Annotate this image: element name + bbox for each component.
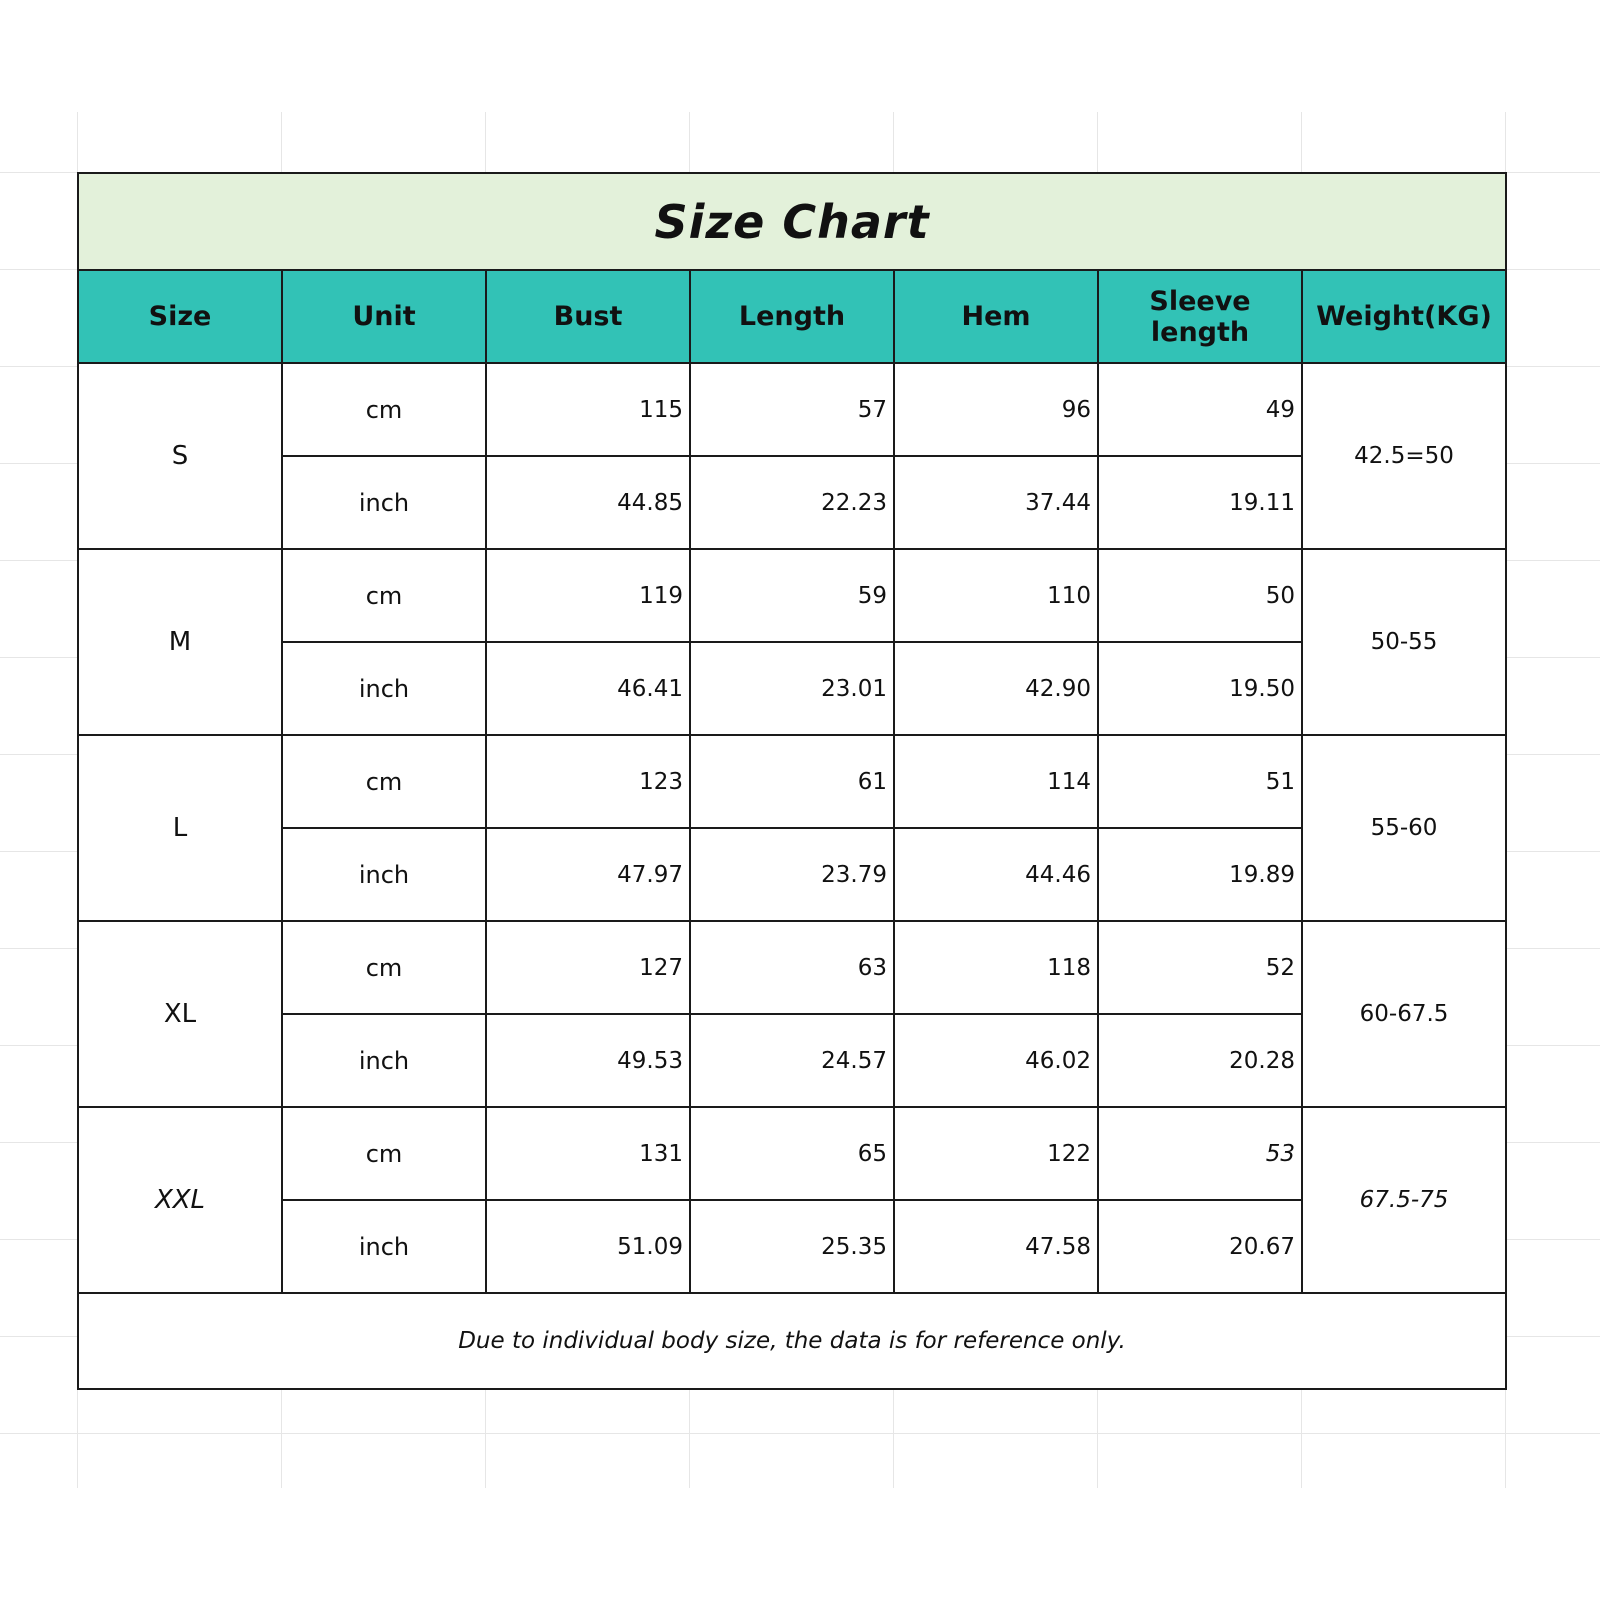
length-value: 65 bbox=[690, 1107, 894, 1200]
header-size: Size bbox=[78, 270, 282, 363]
length-value: 61 bbox=[690, 735, 894, 828]
unit-label: inch bbox=[282, 1200, 486, 1293]
sleeve-value: 19.11 bbox=[1098, 456, 1302, 549]
sleeve-value: 51 bbox=[1098, 735, 1302, 828]
unit-label: inch bbox=[282, 642, 486, 735]
bust-value: 49.53 bbox=[486, 1014, 690, 1107]
header-hem: Hem bbox=[894, 270, 1098, 363]
length-value: 57 bbox=[690, 363, 894, 456]
size-label: XXL bbox=[78, 1107, 282, 1293]
length-value: 23.79 bbox=[690, 828, 894, 921]
unit-label: inch bbox=[282, 828, 486, 921]
table-row bbox=[78, 456, 1506, 549]
bust-value: 119 bbox=[486, 549, 690, 642]
weight-value: 55-60 bbox=[1302, 735, 1506, 921]
bust-value: 127 bbox=[486, 921, 690, 1014]
size-label: M bbox=[78, 549, 282, 735]
hem-value: 110 bbox=[894, 549, 1098, 642]
bust-value: 131 bbox=[486, 1107, 690, 1200]
weight-value: 67.5-75 bbox=[1302, 1107, 1506, 1293]
bust-value: 51.09 bbox=[486, 1200, 690, 1293]
unit-label: cm bbox=[282, 549, 486, 642]
header-weight: Weight(KG) bbox=[1302, 270, 1506, 363]
table-row bbox=[78, 549, 1506, 642]
unit-label: inch bbox=[282, 456, 486, 549]
hem-value: 37.44 bbox=[894, 456, 1098, 549]
length-value: 63 bbox=[690, 921, 894, 1014]
table-row bbox=[78, 642, 1506, 735]
table-row bbox=[78, 828, 1506, 921]
header-row bbox=[78, 270, 1506, 363]
sleeve-value: 19.89 bbox=[1098, 828, 1302, 921]
unit-label: cm bbox=[282, 735, 486, 828]
hem-value: 46.02 bbox=[894, 1014, 1098, 1107]
bust-value: 115 bbox=[486, 363, 690, 456]
length-value: 24.57 bbox=[690, 1014, 894, 1107]
title-row bbox=[78, 173, 1506, 270]
bust-value: 47.97 bbox=[486, 828, 690, 921]
reference-note: Due to individual body size, the data is for reference only. bbox=[78, 1293, 1506, 1389]
hem-value: 44.46 bbox=[894, 828, 1098, 921]
size-chart-table bbox=[77, 172, 1507, 1390]
sleeve-value: 19.50 bbox=[1098, 642, 1302, 735]
length-value: 22.23 bbox=[690, 456, 894, 549]
table-row bbox=[78, 735, 1506, 828]
table-row bbox=[78, 363, 1506, 456]
hem-value: 96 bbox=[894, 363, 1098, 456]
length-value: 25.35 bbox=[690, 1200, 894, 1293]
bust-value: 46.41 bbox=[486, 642, 690, 735]
weight-value: 42.5=50 bbox=[1302, 363, 1506, 549]
size-label: L bbox=[78, 735, 282, 921]
size-label: XL bbox=[78, 921, 282, 1107]
unit-label: inch bbox=[282, 1014, 486, 1107]
sleeve-value: 52 bbox=[1098, 921, 1302, 1014]
table-row bbox=[78, 1200, 1506, 1293]
sleeve-value: 20.67 bbox=[1098, 1200, 1302, 1293]
table-row bbox=[78, 1014, 1506, 1107]
length-value: 23.01 bbox=[690, 642, 894, 735]
header-bust: Bust bbox=[486, 270, 690, 363]
sleeve-value: 20.28 bbox=[1098, 1014, 1302, 1107]
sleeve-value: 53 bbox=[1098, 1107, 1302, 1200]
unit-label: cm bbox=[282, 363, 486, 456]
header-sleeve-length: Sleeve length bbox=[1098, 270, 1302, 363]
unit-label: cm bbox=[282, 921, 486, 1014]
sleeve-value: 50 bbox=[1098, 549, 1302, 642]
hem-value: 47.58 bbox=[894, 1200, 1098, 1293]
hem-value: 118 bbox=[894, 921, 1098, 1014]
hem-value: 114 bbox=[894, 735, 1098, 828]
bust-value: 123 bbox=[486, 735, 690, 828]
size-label: S bbox=[78, 363, 282, 549]
hem-value: 122 bbox=[894, 1107, 1098, 1200]
header-unit: Unit bbox=[282, 270, 486, 363]
chart-title: Size Chart bbox=[78, 173, 1506, 270]
hem-value: 42.90 bbox=[894, 642, 1098, 735]
sleeve-value: 49 bbox=[1098, 363, 1302, 456]
unit-label: cm bbox=[282, 1107, 486, 1200]
header-length: Length bbox=[690, 270, 894, 363]
weight-value: 50-55 bbox=[1302, 549, 1506, 735]
bust-value: 44.85 bbox=[486, 456, 690, 549]
length-value: 59 bbox=[690, 549, 894, 642]
note-row bbox=[78, 1293, 1506, 1389]
weight-value: 60-67.5 bbox=[1302, 921, 1506, 1107]
table-row bbox=[78, 1107, 1506, 1200]
table-row bbox=[78, 921, 1506, 1014]
